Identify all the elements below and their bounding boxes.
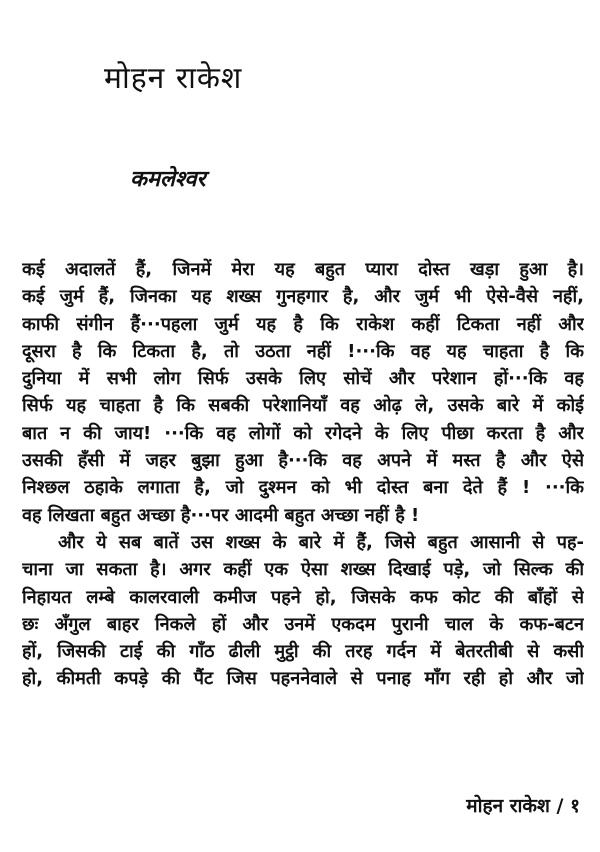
text-line: छः अँगुल बाहर निकले हों और उनमें एकदम पुरानी चाल के कफ-बटन: [22, 613, 584, 635]
text-line: कई अदालतें हैं, जिनमें मेरा यह बहुत प्यारा दोस्त खड़ा हुआ है।: [22, 259, 584, 280]
text-line: बात न की जाय! ···कि वह लोगों को रगेदने के लिए पीछा करता है और: [22, 422, 584, 444]
text-line: चाना जा सकता है। अगर कहीं एक ऐसा शख्स दिखाई पड़े, जो सिल्क की: [22, 559, 584, 581]
text-line: काफी संगीन हैं···पहला जुर्म यह है कि राकेश कहीं टिकता नहीं और: [22, 313, 584, 335]
text-line: निश्छल ठहाके लगाता है, जो दुश्मन को भी दोस्त बना देते हैं ! ···कि: [22, 477, 584, 499]
text-line: और ये सब बातें उस शख्स के बारे में हैं, जिसे बहुत आसानी से पह-: [58, 531, 584, 553]
text-line: दूसरा है कि टिकता है, तो उठता नहीं !···कि वह यह चाहता है कि: [22, 340, 584, 362]
text-line: दुनिया में सभी लोग सिर्फ उसके लिए सोचें और परेशान हों···कि वह: [22, 368, 584, 390]
chapter-title: मोहन राकेश: [104, 61, 243, 96]
page-footer: मोहन राकेश / १: [466, 795, 580, 817]
text-line: हो, कीमती कपड़े की पैंट जिस पहननेवाले से पनाह माँग रही हो और जो: [22, 668, 584, 690]
text-line: सिर्फ यह चाहता है कि सबकी परेशानियाँ वह ओढ़ ले, उसके बारे में कोई: [22, 395, 584, 417]
text-line: निहायत लम्बे कालरवाली कमीज पहने हो, जिसके कफ कोट की बाँहों से: [22, 586, 584, 608]
text-line: उसकी हँसी में जहर बुझा हुआ है···कि वह अपने में मस्त है और ऐसे: [22, 450, 584, 472]
author-name: कमलेश्वर: [130, 167, 206, 192]
text-line: कई जुर्म हैं, जिनका यह शख्स गुनहगार है, और जुर्म भी ऐसे-वैसे नहीं,: [22, 286, 584, 308]
text-line: हों, जिसकी टाई की गाँठ ढीली मुट्ठी की तरह गर्दन में बेतरतीबी से कसी: [22, 641, 584, 663]
text-line: वह लिखता बहुत अच्छा है···पर आदमी बहुत अच्छा नहीं है !: [22, 504, 420, 526]
body-text: [22, 256, 584, 693]
